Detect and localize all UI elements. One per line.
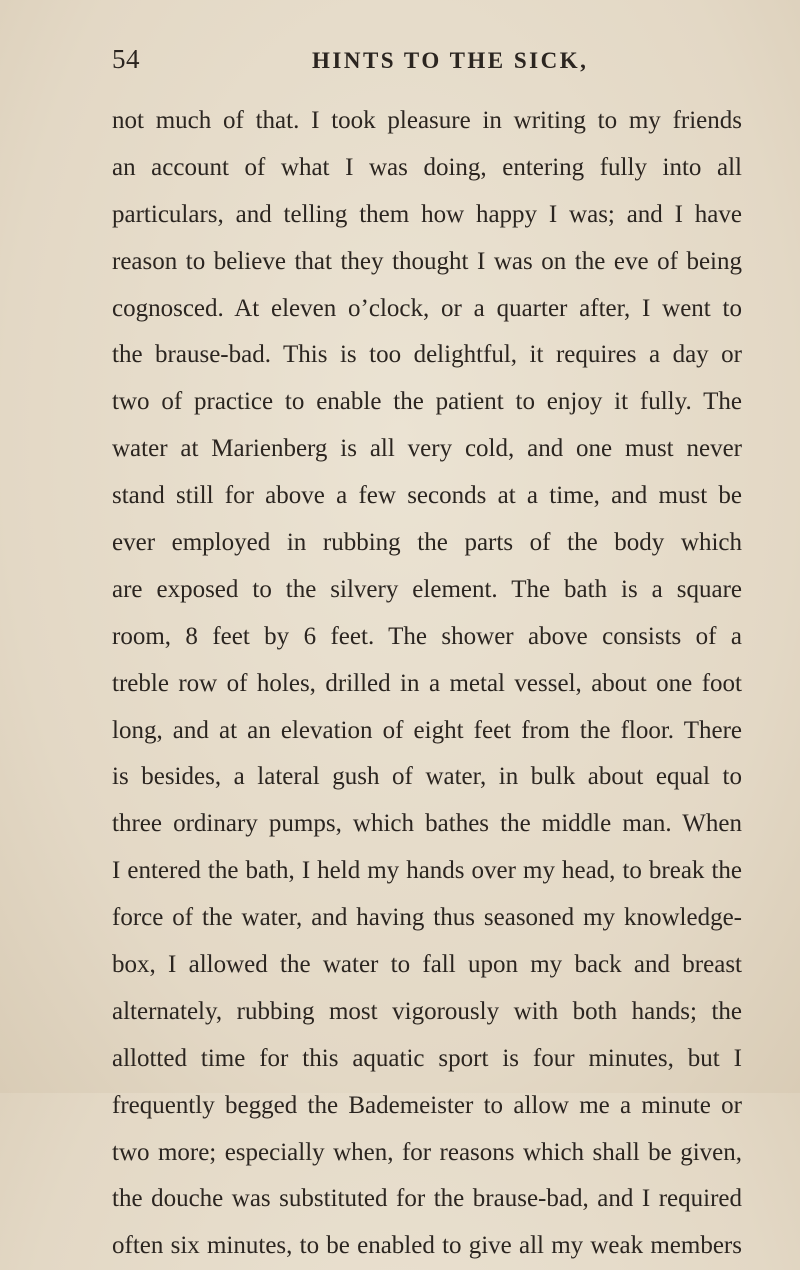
text-line: not much of that. I took pleasure in writing to my friends — [112, 107, 742, 134]
page-number: 54 — [112, 44, 140, 74]
text-line: an account of what I was doing, entering fully into all — [112, 153, 742, 181]
text-line: is besides, a lateral gush of water, in bulk about equal to — [112, 763, 742, 791]
text-line: reason to believe that they thought I was on the eve of being — [112, 247, 742, 275]
text-line: force of the water, and having thus seasoned my knowledge- — [112, 904, 742, 932]
text-line: particulars, and telling them how happy I was; and I have — [112, 200, 742, 228]
text-line: ever employed in rubbing the parts of the body which — [112, 529, 742, 557]
text-line: the brause-bad. This is too delightful, it requires a day or — [112, 341, 742, 369]
text-line: allotted time for this aquatic sport is four minutes, but I — [112, 1044, 742, 1072]
text-line: cognosced. At eleven o’clock, or a quarter after, I went to — [112, 294, 742, 322]
text-line: frequently begged the Bademeister to allow me a minute or — [112, 1091, 742, 1119]
text-line: two more; especially when, for reasons which shall be given, — [112, 1138, 742, 1166]
text-line: three ordinary pumps, which bathes the middle man. When — [112, 810, 742, 838]
text-line: two of practice to enable the patient to enjoy it fully. The — [112, 388, 742, 416]
running-title: HINTS TO THE SICK, — [312, 48, 589, 73]
running-head — [112, 44, 742, 88]
text-line: stand still for above a few seconds at a time, and must be — [112, 482, 742, 510]
text-line: long, and at an elevation of eight feet from the floor. There — [112, 716, 742, 744]
text-line: water at Marienberg is all very cold, and one must never — [112, 435, 742, 463]
text-line: box, I allowed the water to fall upon my back and breast — [112, 951, 742, 979]
text-line: I entered the bath, I held my hands over my head, to break the — [112, 857, 742, 885]
text-line: are exposed to the silvery element. The bath is a square — [112, 575, 742, 603]
text-line: the douche was substituted for the brause-bad, and I required — [112, 1185, 742, 1213]
text-line: treble row of holes, drilled in a metal vessel, about one foot — [112, 669, 742, 697]
text-line: often six minutes, to be enabled to give all my weak members — [112, 1232, 742, 1260]
text-line: room, 8 feet by 6 feet. The shower above consists of a — [112, 622, 742, 650]
body-text — [112, 98, 742, 1270]
text-line: alternately, rubbing most vigorously with both hands; the — [112, 997, 742, 1025]
